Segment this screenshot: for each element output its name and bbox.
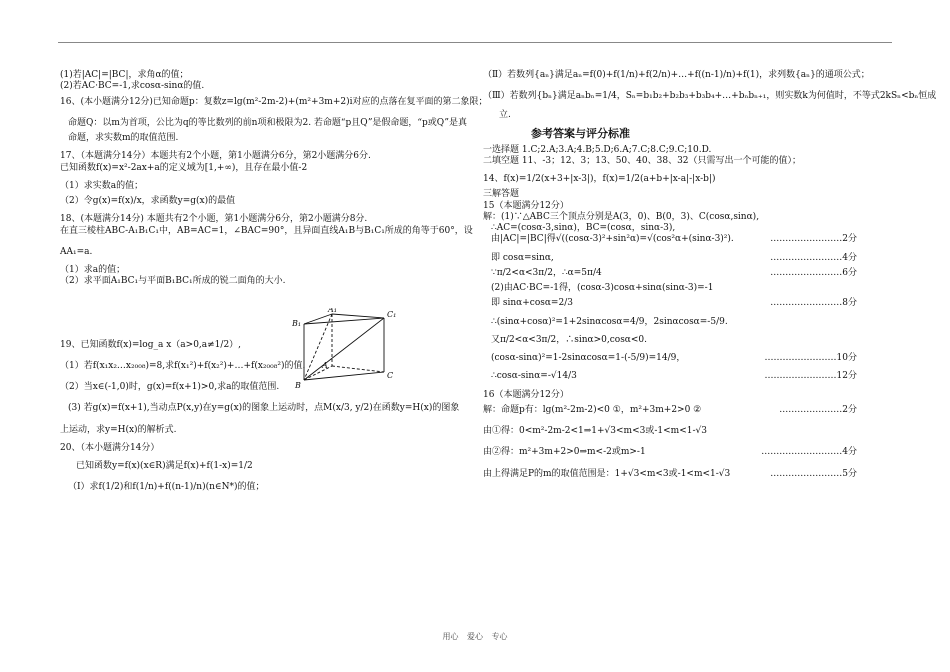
q17-header: 17、（本题满分14分）本题共有2个小题，第1小题满分6分，第2小题满分6分.: [60, 151, 371, 162]
label-c1: C₁: [387, 310, 397, 319]
q18-part1: （1）求a的值；: [60, 265, 126, 275]
edge-ac: [332, 366, 384, 372]
q20-part1: （Ⅰ）求f(1/2)和f(1/n)+f((n-1)/n)(n∈N*)的值；: [68, 482, 265, 493]
edge-a1c1: [332, 314, 384, 318]
q17-part2: （2）令g(x)=f(x)/x，求函数y=g(x)的最值: [60, 196, 236, 206]
score-2: ……………………2分: [770, 234, 857, 245]
q18-statement-end: AA₁=a.: [60, 246, 93, 257]
answer-16-line3: 由②得：m²+3m+2>0⇒m<-2或m>-1: [483, 447, 646, 458]
answer-16-header: 16（本题满分12分）: [483, 389, 569, 400]
right-column: [483, 70, 937, 480]
q20-part2: （Ⅱ）若数列{aₙ}满足aₙ=f(0)+f(1/n)+f(2/n)+…+f((n-1)/n)+f(1)，求列数{aₙ}的通项公式；: [483, 70, 870, 80]
answer-15-line11-row: [483, 371, 893, 382]
label-b: B: [295, 381, 301, 390]
answer-15-line5-row: [483, 268, 893, 279]
q19-part3-end: 上运动，求y=H(x)的解析式.: [60, 424, 177, 435]
header-rule: [58, 42, 892, 43]
q18-part2: （2）求平面A₁BC₁与平面B₁BC₁所成的锐二面角的大小.: [60, 276, 286, 287]
score-16-5: ……………………5分: [770, 468, 857, 479]
answer-15-line4: 即 cosα=sinα,: [491, 252, 554, 263]
score-6: ……………………6分: [770, 267, 857, 278]
answer-16-line4: 由上得满足P的m的取值范围是：1+√3<m<3或-1<m<1-√3: [483, 468, 731, 479]
answer-16-line1: 解：命题p有：lg(m²-2m-2)<0 ①，m²+3m+2>0 ②: [483, 404, 702, 415]
answer-choice: 一选择题 1.C;2.A;3.A;4.B;5.D;6.A;7.C;8.C;9.C;10.D.: [483, 144, 712, 155]
q16-statement: 16、(本小题满分12分)已知命题p：复数z=lg(m²-2m-2)+(m²+3m+2)i对应的点落在复平面的第二象限；: [60, 96, 488, 107]
q17-statement: 已知函数f(x)=x²-2ax+a的定义域为[1,+∞)，且存在最小值-2: [60, 162, 308, 173]
page-footer: 用心 爱心 专心: [442, 632, 508, 641]
prism-figure: [292, 308, 412, 390]
answer-15-line1: 解：(1)∵△ABC三个顶点分别是A(3，0)、B(0，3)、C(cosα,sinα),: [483, 211, 760, 222]
score-12: ……………………12分: [764, 371, 857, 382]
q15-part1: (1)若|AC|=|BC|，求角α的值；: [60, 70, 189, 80]
score-16-4: ………………………4分: [761, 447, 857, 458]
answer-15-line3-row: [483, 234, 893, 245]
score-16-2: …………………2分: [779, 404, 857, 415]
q15-part2: (2)若AC·BC=-1,求cosα-sinα的值.: [60, 81, 205, 92]
answer-15-header: 15（本题满分12分）: [483, 200, 569, 211]
answer-15-line5: ∵π/2<α<3π/2，∴α=5π/4: [491, 267, 602, 278]
answer-15-line8: ∴(sinα+cosα)²=1+2sinαcosα=4/9，2sinαcosα=-5/9.: [491, 316, 728, 327]
q18-statement: 在直三棱柱ABC-A₁B₁C₁中，AB=AC=1，∠BAC=90°，且异面直线A₁B与B₁C₁所成的角等于60°，设: [60, 225, 473, 236]
answer-fill: 二填空题 11、-3；12、3；13、50、40、38、32（只需写出一个可能的值）；: [483, 155, 802, 166]
label-a1: A₁: [328, 308, 337, 314]
score-4: ……………………4分: [770, 252, 857, 263]
answer-16-line1-row: [483, 405, 893, 416]
score-8: ……………………8分: [770, 298, 857, 309]
left-column: [60, 70, 488, 494]
answer-14: 14、f(x)=1/2(x+3+|x-3|)，f(x)=1/2(a+b+|x-a|-|x-b|): [483, 174, 716, 184]
answer-15-line9: 又π/2<α<3π/2，∴sinα>0,cosα<0.: [491, 334, 648, 345]
answer-15-line2: ∴AC=(cosα-3,sinα)，BC=(cosα，sinα-3),: [491, 223, 676, 233]
q20-part3: （Ⅲ）若数列{bₙ}满足aₙbₙ=1/4，Sₙ=b₁b₂+b₂b₃+b₃b₄+…+bₙbₙ₊₁，则实数k为何值时，不等式2kSₙ<bₙ恒成: [483, 91, 937, 102]
edge-b1c1: [304, 318, 384, 324]
score-10: ……………………10分: [764, 353, 857, 363]
answer-15-line4-row: [483, 253, 893, 264]
answer-15-line7-row: [483, 298, 893, 309]
answer-section-3: 三解答题: [483, 189, 520, 200]
q19-part2: （2）当x∈(-1,0)时，g(x)=f(x+1)>0,求a的取值范围.: [60, 382, 280, 392]
answer-15-line10: (cosα-sinα)²=1-2sinαcosα=1-(-5/9)=14/9，: [491, 353, 686, 363]
answer-15-line11: ∴cosα-sinα=-√14/3: [491, 371, 577, 382]
q20-part3-end: 立.: [499, 109, 511, 120]
answers-heading: 参考答案与评分标准: [531, 126, 630, 140]
answer-16-line4-row: [483, 469, 893, 480]
q18-header: 18、(本题满分14分) 本题共有2个小题，第1小题满分6分，第2小题满分8分.: [60, 214, 368, 225]
label-b1: B₁: [292, 319, 302, 328]
answer-15-line6: (2)由AC·BC=-1得，(cosα-3)cosα+sinα(sinα-3)=-1: [491, 283, 714, 293]
q16-statement-cont: 命题Q：以m为首项，公比为q的等比数列的前n项和极限为2. 若命题“p且Q”是假命题，“p或Q”是真: [68, 117, 467, 128]
answer-15-line7: 即 sinα+cosα=2/3: [491, 298, 573, 309]
q19-part1: （1）若f(x₁x₂…x₂₀₀₈)=8,求f(x₁²)+f(x₂²)+…+f(x₂₀₀₈²)的值.: [60, 360, 306, 371]
answer-16-line3-row: [483, 447, 893, 458]
label-c: C: [387, 371, 394, 380]
q16-statement-end: 命题，求实数m的取值范围.: [68, 133, 179, 143]
answer-15-line10-row: [483, 353, 893, 364]
answer-16-line2: 由①得：0<m²-2m-2<1⇒1+√3<m<3或-1<m<1-√3: [483, 426, 707, 436]
q20-header: 20、（本小题满分14分）: [60, 442, 160, 453]
label-a: A: [322, 361, 328, 370]
edge-bc: [304, 372, 384, 380]
q19-part3: (3) 若g(x)=f(x+1),当动点P(x,y)在y=g(x)的图象上运动时，点M(x/3, y/2)在函数y=H(x)的图象: [68, 403, 460, 414]
q20-statement: 已知函数y=f(x)(x∈R)满足f(x)+f(1-x)=1/2: [76, 461, 253, 471]
answer-15-line3: 由|AC|=|BC|得√((cosα-3)²+sin²α)=√(cos²α+(sinα-3)²).: [491, 234, 734, 245]
q19-statement: 19、已知函数f(x)=log_a x（a>0,a≠1/2）,: [60, 339, 242, 350]
q17-part1: （1）求实数a的值；: [60, 180, 144, 191]
